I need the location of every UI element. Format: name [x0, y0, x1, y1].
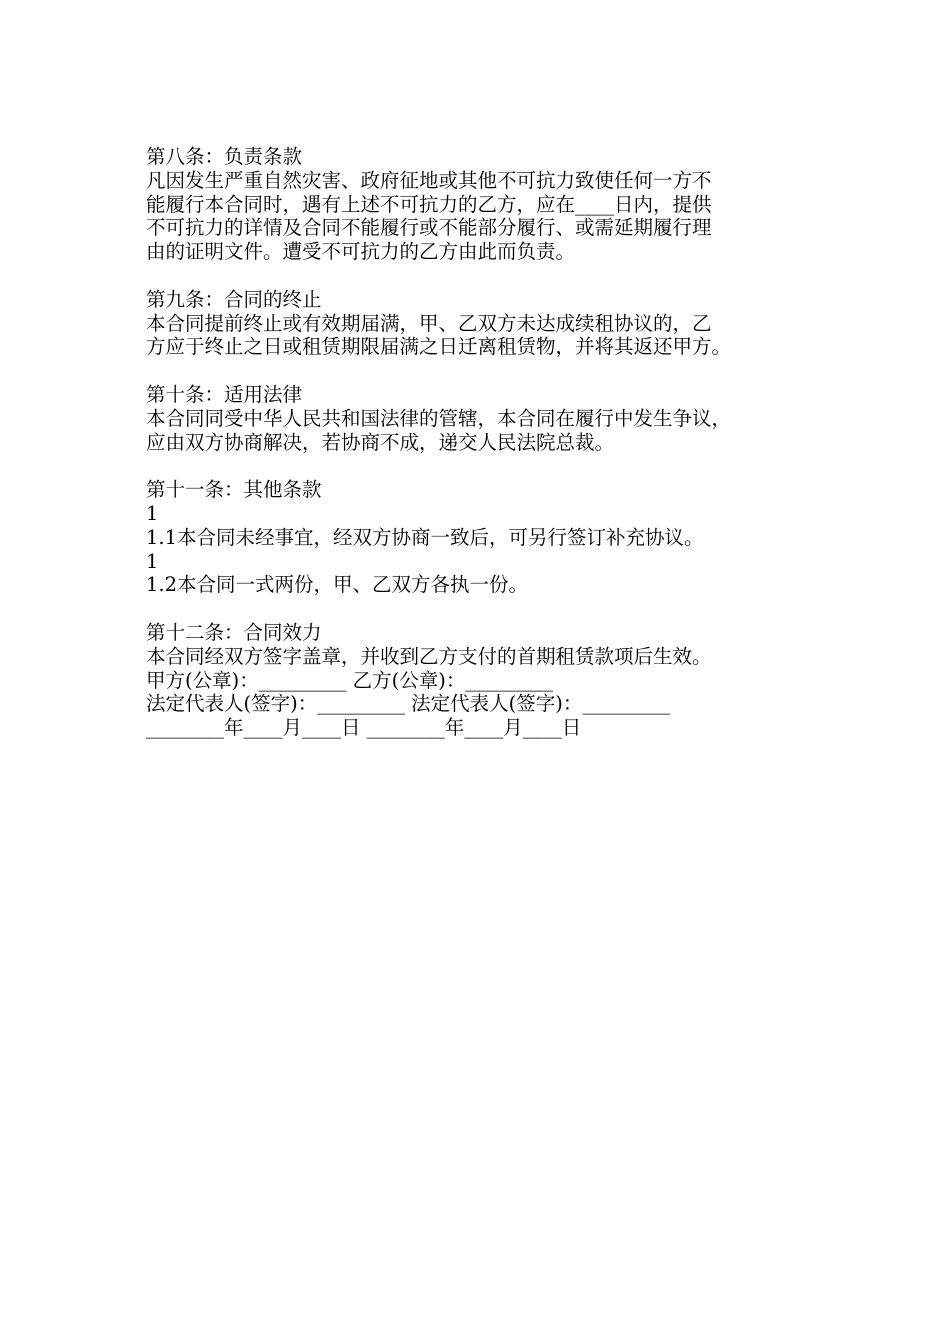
- section-spacer: [146, 454, 826, 478]
- document-page: [146, 145, 826, 740]
- section-heading: 第十条：适用法律: [146, 382, 303, 406]
- section-article-11: [146, 478, 826, 597]
- clause-item: 1.1本合同未经事宜，经双方协商一致后，可另行签订补充协议。: [146, 525, 704, 549]
- paragraph-line: 能履行本合同时，遇有上述不可抗力的乙方，应在____日内，提供: [146, 192, 712, 216]
- paragraph-line: 应由双方协商解决，若协商不成，递交人民法院总裁。: [146, 430, 615, 454]
- section-spacer: [146, 264, 826, 288]
- section-spacer: [146, 359, 826, 383]
- list-number: 1: [146, 501, 159, 525]
- section-heading: 第九条：合同的终止: [146, 287, 322, 311]
- paragraph-line: 不可抗力的详情及合同不能履行或不能部分履行、或需延期履行理: [146, 216, 712, 240]
- paragraph-line: 本合同提前终止或有效期届满，甲、乙双方未达成续租协议的，乙: [146, 311, 712, 335]
- paragraph-line: 本合同经双方签字盖章，并收到乙方支付的首期租赁款项后生效。: [146, 644, 712, 668]
- paragraph-line: 凡因发生严重自然灾害、政府征地或其他不可抗力致使任何一方不: [146, 168, 712, 192]
- section-article-9: [146, 288, 826, 359]
- paragraph-line: 方应于终止之日或租赁期限届满之日迁离租赁物，并将其返还甲方。: [146, 335, 732, 359]
- section-heading: 第八条：负责条款: [146, 145, 303, 168]
- section-heading: 第十一条：其他条款: [146, 478, 322, 502]
- date-line: ________年____月____日 ________年____月____日: [146, 716, 582, 740]
- clause-item: 1.2本合同一式两份，甲、乙双方各执一份。: [146, 573, 529, 597]
- representative-signature-line: 法定代表人(签字)：_________ 法定代表人(签字)：_________: [146, 692, 671, 716]
- section-spacer: [146, 597, 826, 621]
- section-article-8: [146, 145, 826, 264]
- paragraph-line: 由的证明文件。遭受不可抗力的乙方由此而负责。: [146, 240, 576, 264]
- section-article-12: [146, 621, 826, 740]
- section-heading: 第十二条：合同效力: [146, 620, 322, 644]
- list-number: 1: [146, 549, 159, 573]
- seal-signature-line: 甲方(公章)：_________ 乙方(公章)：_________: [146, 668, 554, 692]
- paragraph-line: 本合同同受中华人民共和国法律的管辖，本合同在履行中发生争议，: [146, 406, 732, 430]
- section-article-10: [146, 383, 826, 454]
